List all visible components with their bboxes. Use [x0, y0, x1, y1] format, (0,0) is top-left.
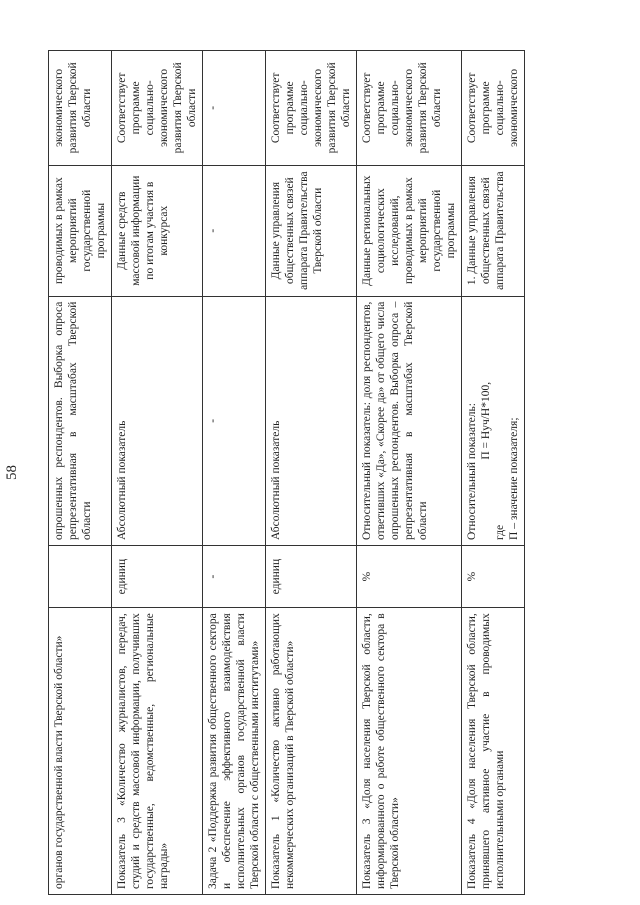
source-cell: -: [203, 165, 266, 296]
conformity-cell: экономического развития Тверской области: [49, 51, 112, 166]
indicator-name-cell: органов государственной власти Тверской области»: [49, 608, 112, 895]
conformity-cell: Соответствует программе социально-экономического развития Тверской области: [112, 51, 203, 166]
method-cell: опрошенных респондентов. Выборка опроса репрезентативная в масштабах Тверской области: [49, 296, 112, 545]
indicator-name-cell: Показатель 4 «Доля населения Тверской области, принявшего активное участие в проводимых исполнительными органами: [462, 608, 525, 895]
unit-cell: [49, 545, 112, 607]
source-cell: проводимых в рамках мероприятий государственной программы: [49, 165, 112, 296]
method-intro: Относительный показатель:: [466, 403, 479, 540]
unit-cell: -: [203, 545, 266, 607]
conformity-cell: Соответствует программе социально-экономического развития Тверской области: [266, 51, 357, 166]
indicator-name-cell: Показатель 3 «Доля населения Тверской области, информированного о работе общественного сектора в Тверской области»: [357, 608, 462, 895]
method-cell: [462, 296, 525, 545]
indicator-name-cell: Показатель 3 «Количество журналистов, передач, студий и средств массовой информации, получивших государственные, ведомственные, региональные награды»: [112, 608, 203, 895]
method-tail: П – значение показателя;: [508, 417, 521, 540]
table-row: [462, 51, 525, 895]
source-cell: Данные региональных социологических исследований, проводимых в рамках мероприятий государственной программы: [357, 165, 462, 296]
indicators-table: [48, 50, 525, 895]
document-page: [4, 50, 593, 895]
table-row: [49, 51, 112, 895]
conformity-cell: Соответствует программе социально-экономического развития Тверской области: [357, 51, 462, 166]
method-formula: П = Нуч/Н*100,: [480, 381, 493, 460]
source-cell: Данные средств массовой информации по итогам участия в конкурсах: [112, 165, 203, 296]
unit-cell: %: [357, 545, 462, 607]
table-row: [357, 51, 462, 895]
conformity-cell: Соответствует программе социально-экономического: [462, 51, 525, 166]
unit-cell: единиц: [112, 545, 203, 607]
table-row: [266, 51, 357, 895]
method-cell: -: [203, 296, 266, 545]
task-name-cell: Задача 2 «Поддержка развития общественного сектора и обеспечение эффективного взаимодействия исполнительных органов государственной власти Тверской области с общественными институтами»: [203, 608, 266, 895]
method-cell: Абсолютный показатель: [112, 296, 203, 545]
unit-cell: единиц: [266, 545, 357, 607]
page-number: 58: [4, 465, 20, 480]
table-row: [203, 51, 266, 895]
source-cell: 1. Данные управления общественных связей аппарата Правительства: [462, 165, 525, 296]
indicator-name-cell: Показатель 1 «Количество активно работающих некоммерческих организаций в Тверской области»: [266, 608, 357, 895]
source-cell: Данные управления общественных связей аппарата Правительства Тверской области: [266, 165, 357, 296]
unit-cell: %: [462, 545, 525, 607]
method-cell: Абсолютный показатель: [266, 296, 357, 545]
method-cell: Относительный показатель: доля респондентов, ответивших «Да», «Скорее да» от общего числа опрошенных респондентов. Выборка опроса – репрезентативная в масштабах Тверской области: [357, 296, 462, 545]
method-where: где: [494, 524, 507, 540]
table-row: [112, 51, 203, 895]
conformity-cell: -: [203, 51, 266, 166]
